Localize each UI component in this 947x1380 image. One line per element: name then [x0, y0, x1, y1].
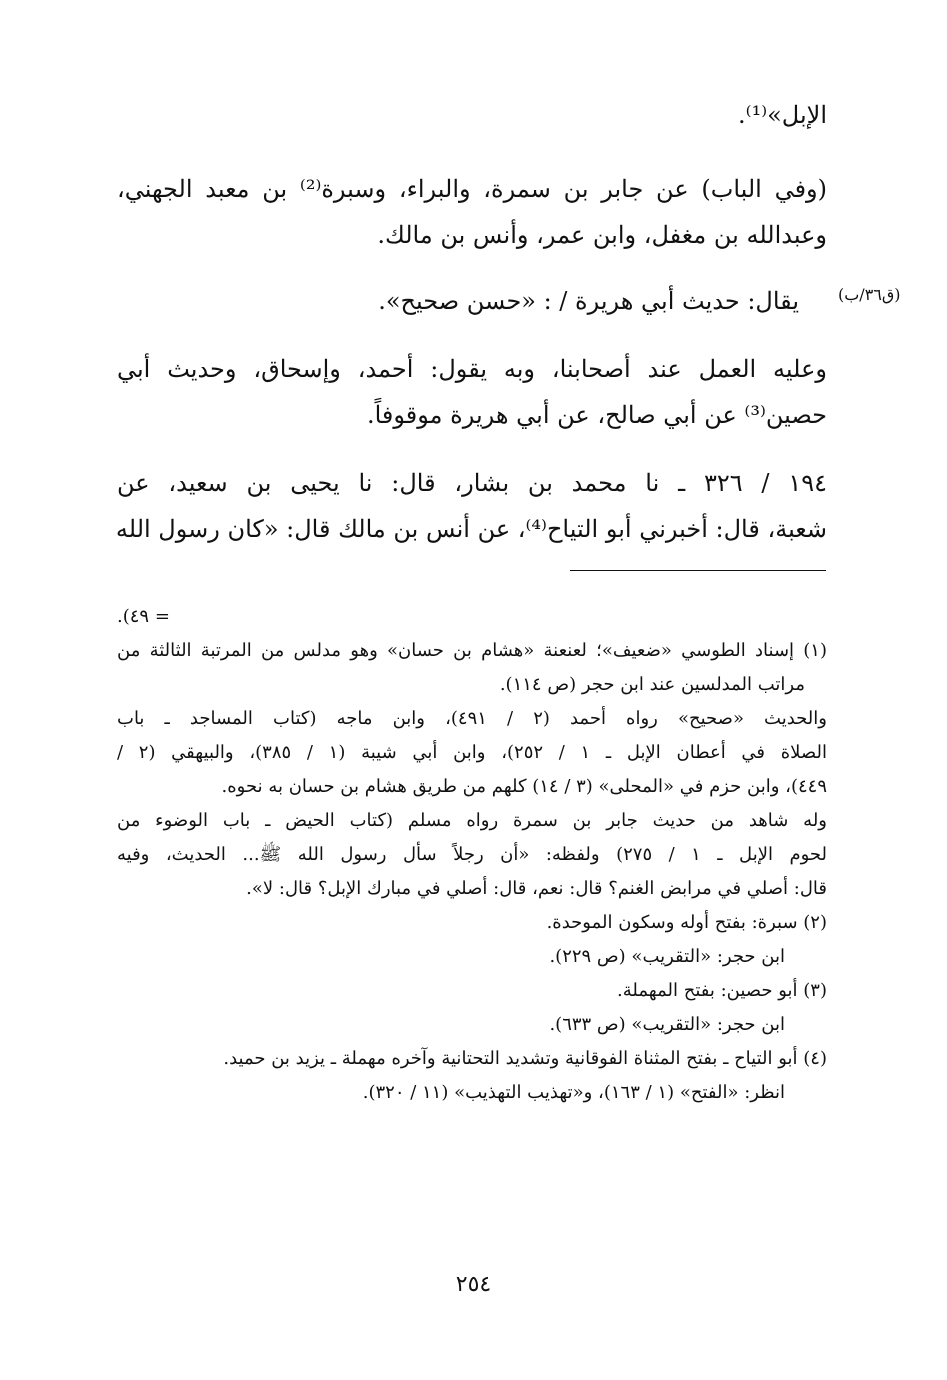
text-line: وعليه العمل عند أصحابنا، وبه يقول: أحمد، وإسحاق، وحديث أبي [117, 355, 827, 383]
footnote-separator [570, 570, 826, 571]
text-line: شعبة، قال: أخبرني أبو التياح⁽⁴⁾، عن أنس بن مالك قال: «كان رسول الله [115, 515, 827, 543]
page-number: ٢٥٤ [455, 1272, 492, 1297]
footnote-line: ابن حجر: «التقريب» (ص ٦٣٣). [549, 1014, 785, 1035]
footnote-line: وله شاهد من حديث جابر بن سمرة رواه مسلم (كتاب الحيض ـ باب الوضوء من [117, 810, 827, 831]
footnote-line: مراتب المدلسين عند ابن حجر (ص ١١٤). [499, 674, 805, 695]
footnotes [117, 600, 827, 1110]
text-line: (وفي الباب) عن جابر بن سمرة، والبراء، وسبرة⁽²⁾ بن معبد الجهني، [117, 175, 828, 203]
main-text-p4 [117, 346, 827, 438]
footnote-line: لحوم الإبل ـ ١ / ٢٧٥) ولفظه: «أن رجلاً سأل رسول الله ﷺ... الحديث، وفيه [117, 844, 827, 865]
footnote-2: (٢) سبرة: بفتح أوله وسكون الموحدة. [546, 912, 827, 933]
footnote-1: (١) إسناد الطوسي «ضعيف»؛ لعنعنة «هشام بن حسان» وهو مدلس من المرتبة الثالثة من [117, 640, 827, 661]
main-text-p2 [117, 166, 827, 258]
main-text-p5 [117, 460, 827, 552]
text-line: حصين⁽³⁾ عن أبي صالح، عن أبي هريرة موقوفاً. [366, 401, 827, 429]
footnote-line: قال: أصلي في مرابض الغنم؟ قال: نعم، قال: أصلي في مبارك الإبل؟ قال: لا». [246, 878, 827, 899]
footnote-continuation: = ٤٩). [117, 606, 170, 627]
margin-note: (ق٣٦/ب) [838, 285, 901, 304]
footnote-line: ابن حجر: «التقريب» (ص ٢٢٩). [549, 946, 785, 967]
main-text-p3 [89, 278, 799, 324]
footnote-4: (٤) أبو التياح ـ بفتح المثناة الفوقانية وتشديد التحتانية وآخره مهملة ـ يزيد بن حميد. [223, 1048, 827, 1069]
footnote-3: (٣) أبو حصين: بفتح المهملة. [617, 980, 827, 1001]
footnote-line: ٤٤٩)، وابن حزم في «المحلى» (٣ / ١٤) كلهم من طريق هشام بن حسان به نحوه. [221, 776, 827, 797]
text-line: يقال: حديث أبي هريرة / : «حسن صحيح». [378, 287, 799, 315]
text-line: الإبل»⁽¹⁾. [738, 101, 827, 129]
footnote-line: والحديث «صحيح» رواه أحمد (٢ / ٤٩١)، وابن ماجه (كتاب المساجد ـ باب [117, 708, 827, 729]
text-line: وعبدالله بن مغفل، وابن عمر، وأنس بن مالك. [377, 221, 827, 249]
footnote-line: الصلاة في أعطان الإبل ـ ١ / ٢٥٢)، وابن أبي شيبة (١ / ٣٨٥)، والبيهقي (٢ / [117, 742, 828, 763]
text-line: ١٩٤ / ٣٢٦ ـ نا محمد بن بشار، قال: نا يحيى بن سعيد، عن [117, 469, 827, 497]
footnote-line: انظر: «الفتح» (١ / ١٦٣)، و«تهذيب التهذيب» (١١ / ٣٢٠). [362, 1082, 785, 1103]
main-text-p1 [117, 92, 827, 138]
